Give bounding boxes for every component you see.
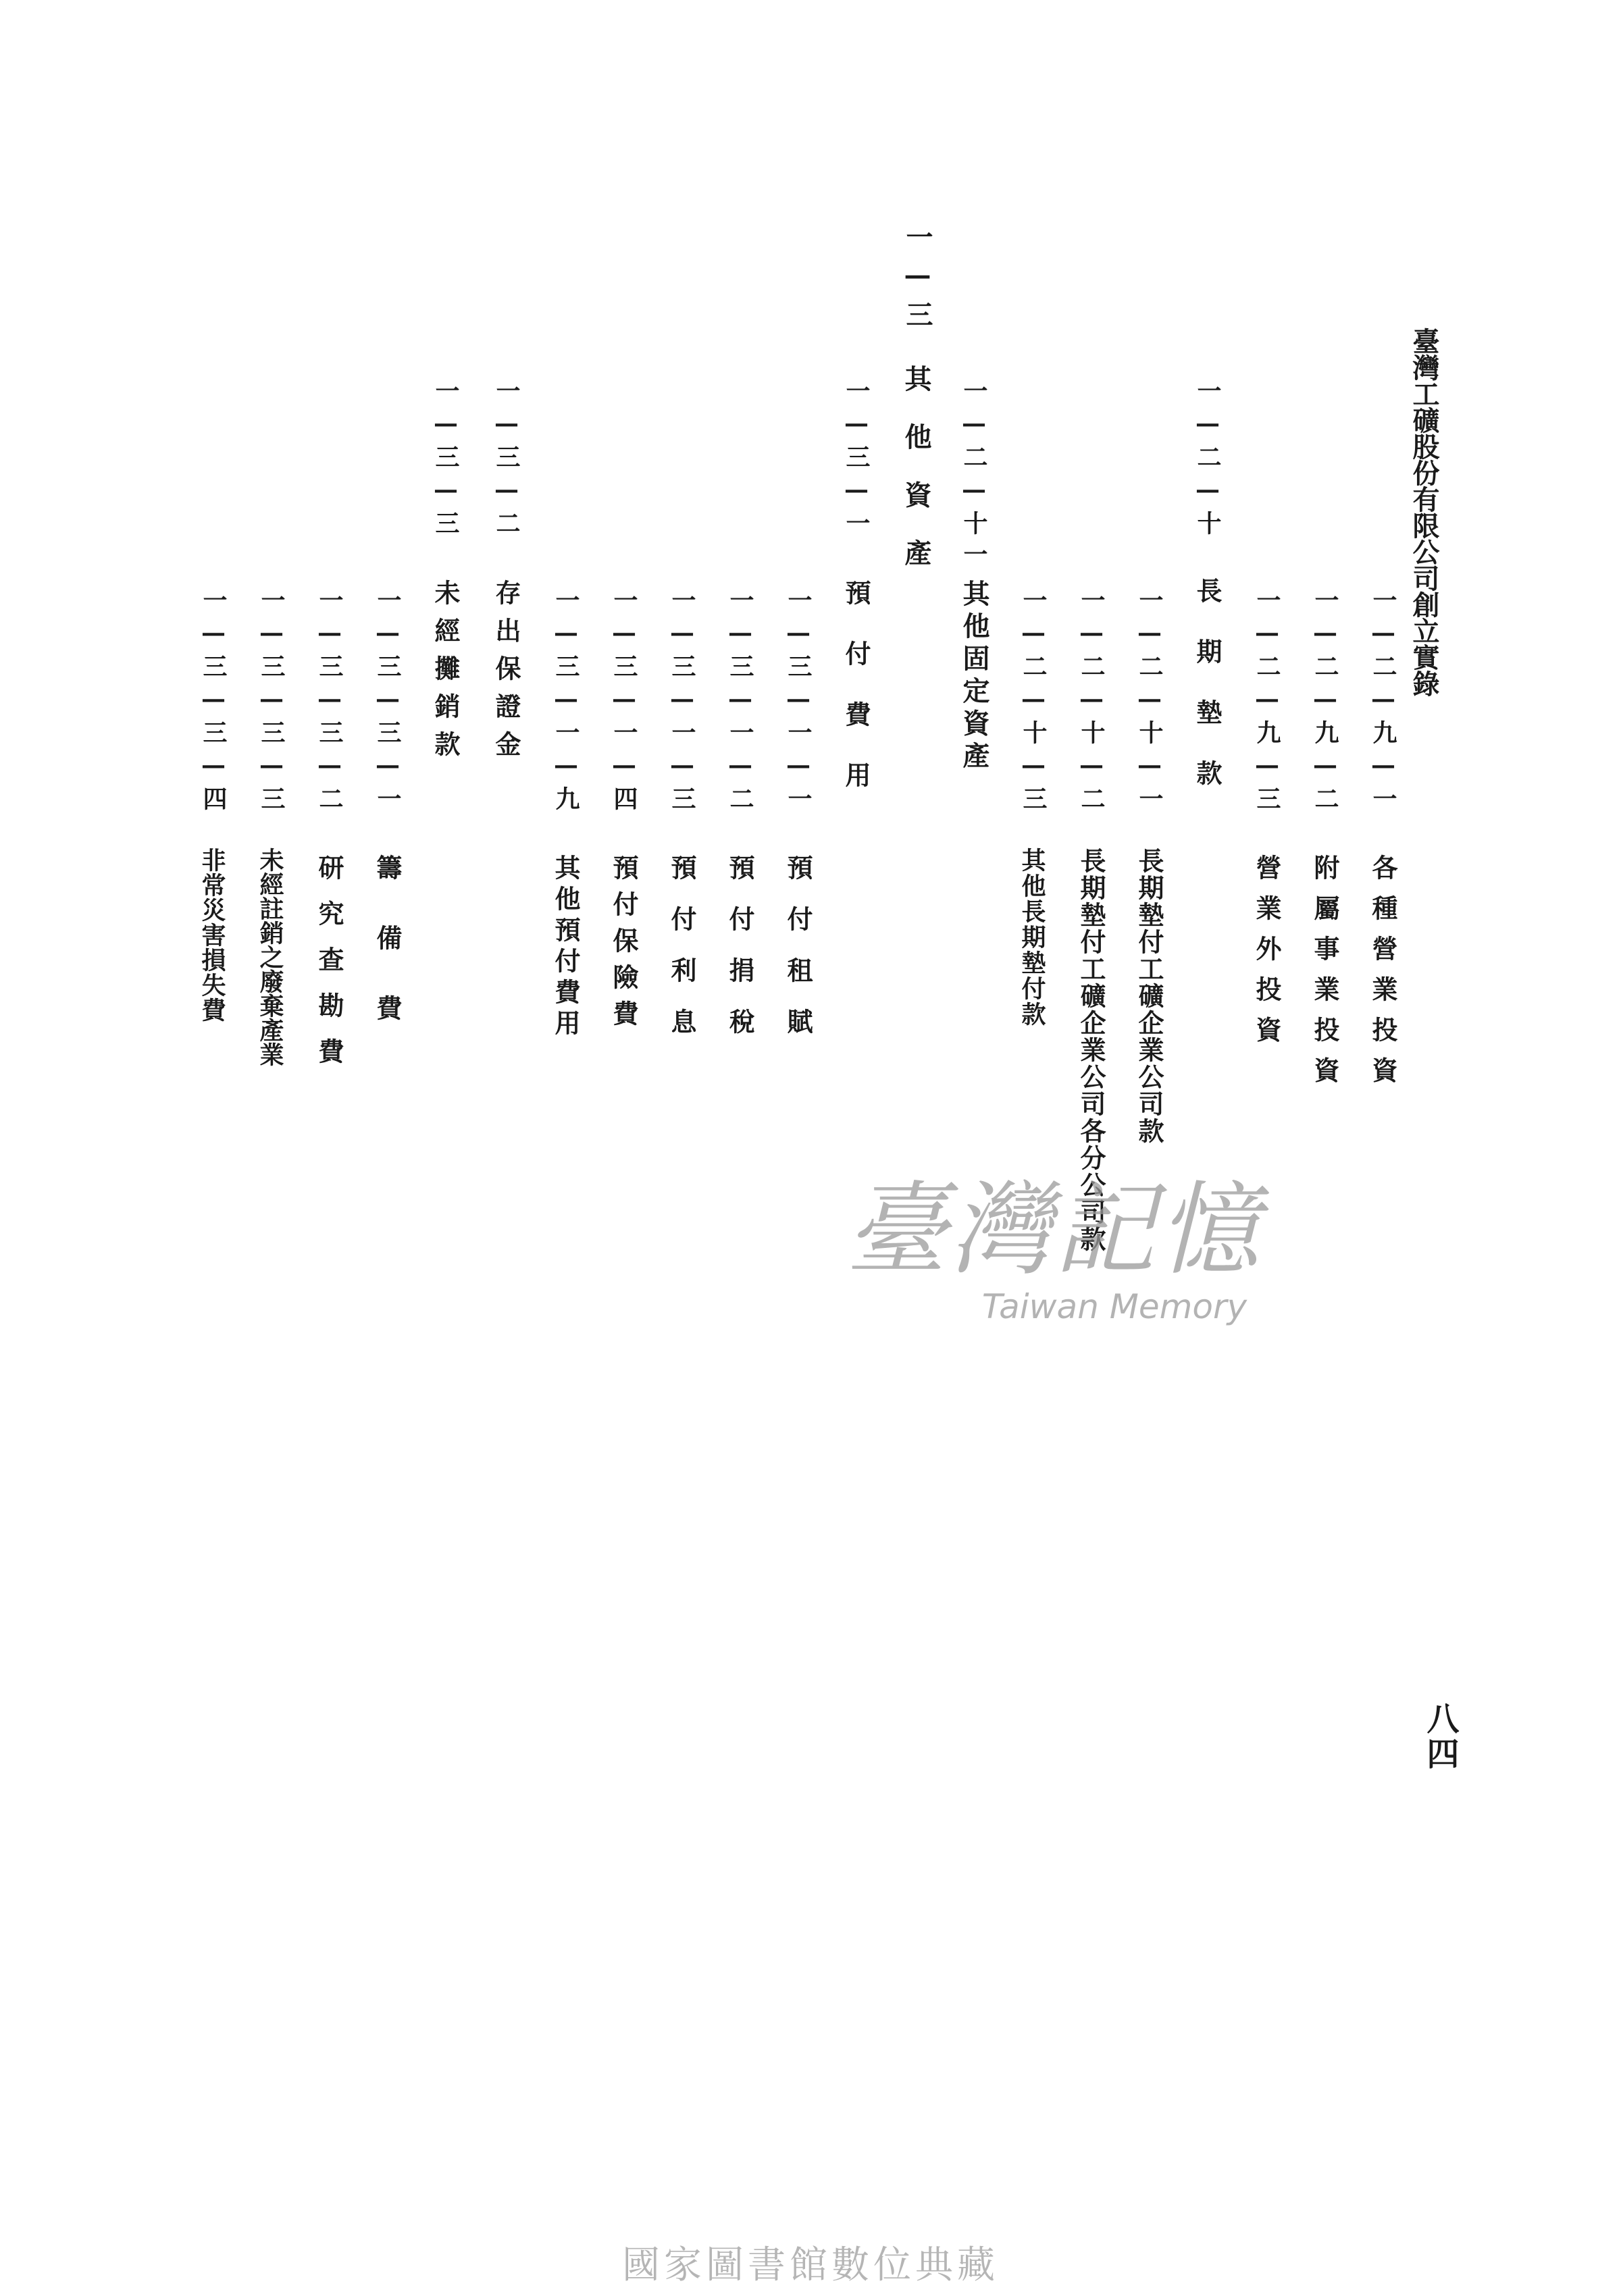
account-label: 預付捐稅 bbox=[725, 854, 755, 1060]
account-label: 其他預付費用 bbox=[550, 854, 581, 1041]
watermark bbox=[804, 1148, 1304, 1326]
account-label: 籌備費 bbox=[372, 854, 403, 1065]
account-label: 附屬事業投資 bbox=[1310, 854, 1340, 1097]
account-label: 預付租賦 bbox=[783, 854, 813, 1060]
account-label: 存出保證金 bbox=[491, 579, 521, 768]
page-number: 八四 bbox=[1421, 1702, 1459, 1772]
account-code: 一—三—三 bbox=[432, 378, 460, 542]
account-code: 一—二—九—二 bbox=[1311, 588, 1339, 817]
watermark-cjk: 臺灣記憶 bbox=[845, 1172, 1262, 1289]
account-code: 一—二—十—一 bbox=[1135, 588, 1164, 817]
account-label: 長期墊款 bbox=[1192, 577, 1223, 820]
account-code: 一—三—二 bbox=[492, 378, 521, 542]
account-code: 一—三—一 bbox=[842, 378, 871, 542]
account-code: 一—二—十一 bbox=[960, 378, 988, 573]
account-label: 未經攤銷款 bbox=[430, 579, 461, 768]
account-code: 一—三—一—一 bbox=[784, 588, 813, 817]
account-label: 各種營業投資 bbox=[1368, 854, 1398, 1097]
account-label: 非常災害損失費 bbox=[198, 847, 226, 1022]
account-code: 一—三—一—九 bbox=[552, 588, 580, 817]
account-code: 一—三—一—三 bbox=[668, 588, 696, 817]
account-code: 一—二—九—三 bbox=[1253, 588, 1281, 817]
account-label: 長期墊付工礦企業公司各分公司款 bbox=[1076, 847, 1106, 1253]
account-label: 預付保險費 bbox=[609, 854, 639, 1037]
account-code: 一—三—三—一 bbox=[374, 588, 402, 817]
account-label: 預付費用 bbox=[841, 579, 871, 823]
account-code: 一—三—三—四 bbox=[199, 588, 228, 817]
account-label: 營業外投資 bbox=[1252, 854, 1282, 1057]
account-code: 一—三 bbox=[902, 223, 933, 337]
account-label: 其他固定資產 bbox=[958, 579, 990, 774]
footer-collection-label: 國家圖書館數位典藏 bbox=[622, 2243, 999, 2287]
account-label: 預付利息 bbox=[667, 854, 697, 1060]
account-label: 長期墊付工礦企業公司款 bbox=[1134, 847, 1164, 1145]
account-code: 一—二—十—三 bbox=[1019, 588, 1048, 817]
watermark-english: Taiwan Memory bbox=[981, 1287, 1247, 1326]
book-title: 臺灣工礦股份有限公司創立實錄 bbox=[1408, 328, 1440, 696]
account-label: 研究查勘費 bbox=[314, 854, 344, 1084]
account-code: 一—二—九—一 bbox=[1369, 588, 1397, 817]
account-code: 一—二—十 bbox=[1193, 378, 1222, 542]
account-label: 其他長期墊付款 bbox=[1018, 847, 1046, 1027]
account-code: 一—三—一—二 bbox=[726, 588, 754, 817]
account-code: 一—三—一—四 bbox=[610, 588, 638, 817]
account-label: 未經註銷之廢棄產業 bbox=[256, 847, 284, 1066]
account-code: 一—三—三—二 bbox=[315, 588, 344, 817]
account-code: 一—三—三—三 bbox=[257, 588, 286, 817]
account-label: 其他資產 bbox=[900, 365, 932, 597]
account-code: 一—二—十—二 bbox=[1077, 588, 1106, 817]
